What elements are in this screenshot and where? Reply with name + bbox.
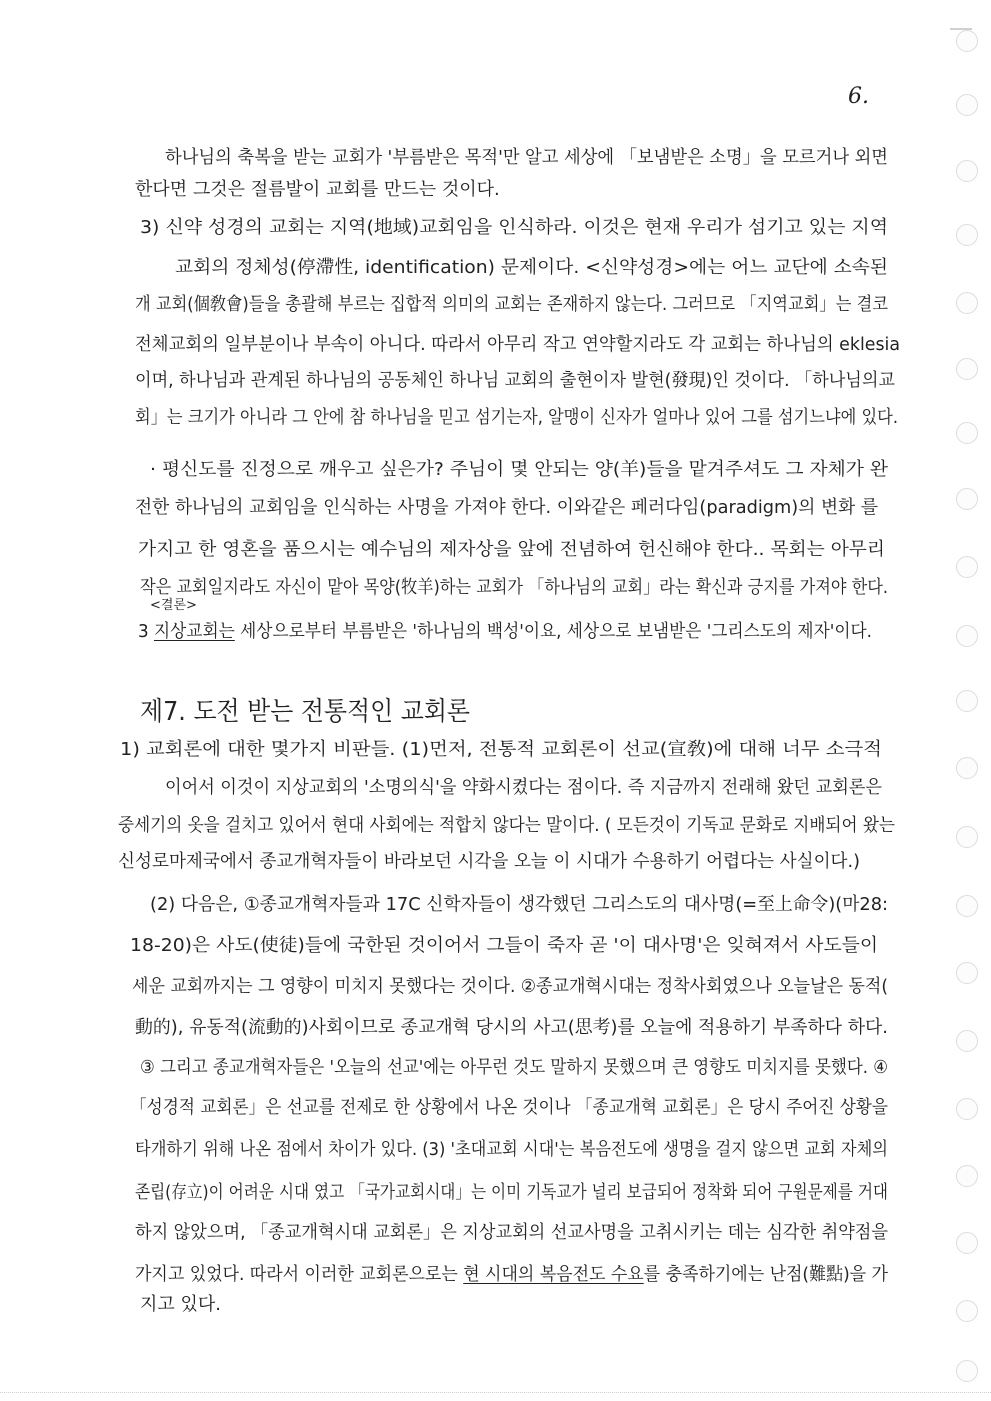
segment: 를 충족하기에는 난점(難點)을 가 <box>643 1264 888 1285</box>
text-line <box>165 774 882 802</box>
text-line <box>135 404 898 432</box>
line-text: 개 교회(個敎會)들을 총괄해 부르는 집합적 의미의 교회는 존재하지 않는다. 그러므로 「지역교회」는 결코 <box>135 294 888 315</box>
binder-hole <box>956 30 978 52</box>
text-line <box>150 456 888 484</box>
underlined-phrase: 현 시대의 복음전도 수요 <box>463 1264 644 1285</box>
conclusion-text: 세상으로부터 부름받은 '하나님의 백성'이요, 세상으로 보냄받은 '그리스도의 제자'이다. <box>234 621 872 642</box>
line-text: 18-20)은 사도(使徒)들에 국한된 것이어서 그들이 죽자 곧 '이 대사명'은 잊혀져서 사도들이 <box>130 935 878 956</box>
line-text: (2) 다음은, ①종교개혁자들과 17C 신학자들이 생각했던 그리스도의 대사명(=至上命令)(마28: <box>150 894 888 915</box>
conclusion-subject: 지상교회는 <box>153 621 235 642</box>
line-text: 존립(存立)이 어려운 시대 였고 「국가교회시대」는 이미 기독교가 널리 보급되어 정착화 되어 구원문제를 거대 <box>135 1182 888 1203</box>
line-text: 「성경적 교회론」은 선교를 전제로 한 상황에서 나온 것이나 「종교개혁 교회론」은 당시 주어진 상황을 <box>130 1097 888 1118</box>
segment: 가지고 있었다. 따라서 이러한 교회론으로는 <box>135 1264 464 1285</box>
text-line <box>118 812 895 840</box>
text-line <box>135 1014 888 1042</box>
conclusion-number: 3 <box>138 621 154 642</box>
binder-hole <box>956 826 978 848</box>
line-text: 신성로마제국에서 종교개혁자들이 바라보던 시각을 오늘 이 시대가 수용하기 어렵다는 사실이다.) <box>118 851 860 872</box>
line-text: 하나님의 축복을 받는 교회가 '부름받은 목적'만 알고 세상에 「보냄받은 소명」을 모르거나 외면 <box>165 147 888 168</box>
text-line <box>135 1136 888 1164</box>
line-text: · 평신도를 진정으로 깨우고 싶은가? 주님이 몇 안되는 양(羊)들을 맡겨주셔도 그 자체가 완 <box>150 459 888 480</box>
binder-hole <box>956 1165 978 1187</box>
line-text <box>135 1261 888 1289</box>
line-text: 전한 하나님의 교회임을 인식하는 사명을 가져야 한다. 이와같은 페러다임(paradigm)의 변화 를 <box>135 497 878 518</box>
binder-hole <box>956 895 978 917</box>
text-line <box>140 214 888 242</box>
line-text: 제7. 도전 받는 전통적인 교회론 <box>140 697 470 727</box>
binder-hole <box>956 422 978 444</box>
text-line <box>135 291 888 319</box>
text-line <box>135 494 878 522</box>
binder-hole <box>956 292 978 314</box>
text-line <box>132 973 888 1001</box>
line-text: 작은 교회일지라도 자신이 맡아 목양(牧羊)하는 교회가 「하나님의 교회」라는 확신과 긍지를 가져야 한다. <box>140 577 888 598</box>
text-line <box>150 891 888 919</box>
text-line <box>140 1054 888 1082</box>
text-line <box>175 254 888 282</box>
text-line <box>135 367 895 395</box>
line-text: 이며, 하나님과 관계된 하나님의 공동체인 하나님 교회의 출현이자 발현(發現)인 것이다. 「하나님의교 <box>135 370 895 391</box>
binder-hole <box>956 488 978 510</box>
line-text: 動的), 유동적(流動的)사회이므로 종교개혁 당시의 사고(思考)를 오늘에 적용하기 부족하다 하다. <box>135 1017 888 1038</box>
conclusion-line <box>138 618 872 646</box>
text-line <box>140 1291 440 1319</box>
line-text: 세운 교회까지는 그 영향이 미치지 못했다는 것이다. ②종교개혁시대는 정착사회였으나 오늘날은 동적( <box>132 976 888 997</box>
text-line <box>140 574 888 602</box>
binder-hole <box>956 757 978 779</box>
binder-hole <box>956 94 978 116</box>
line-text: 교회의 정체성(停滯性, identification) 문제이다. <신약성경>에는 어느 교단에 소속된 <box>175 257 888 278</box>
line-text: ③ 그리고 종교개혁자들은 '오늘의 선교'에는 아무런 것도 말하지 못했으며 큰 영향도 미치지를 못했다. ④ <box>140 1057 888 1078</box>
text-line <box>135 331 900 359</box>
binder-hole <box>956 1300 978 1322</box>
binder-hole <box>956 160 978 182</box>
text-line <box>138 536 885 564</box>
binder-hole <box>956 1360 978 1382</box>
text-line <box>135 176 635 204</box>
binder-hole <box>956 690 978 712</box>
binder-hole <box>956 358 978 380</box>
line-text: 이어서 이것이 지상교회의 '소명의식'을 약화시켰다는 점이다. 즉 지금까지 전래해 왔던 교회론은 <box>165 777 882 798</box>
text-line <box>130 1094 888 1122</box>
line-text: 가지고 한 영혼을 품으시는 예수님의 제자상을 앞에 전념하여 헌신해야 한다.. 목회는 아무리 <box>138 539 885 560</box>
line-text: 1) 교회론에 대한 몇가지 비판들. (1)먼저, 전통적 교회론이 선교(宣敎)에 대해 너무 소극적 <box>120 739 882 760</box>
line-text: 3) 신약 성경의 교회는 지역(地域)교회임을 인식하라. 이것은 현재 우리가 섬기고 있는 지역 <box>140 217 888 238</box>
text-line <box>120 736 882 764</box>
line-text: 지고 있다. <box>140 1294 221 1315</box>
binder-hole <box>956 556 978 578</box>
conclusion-label: <결론> <box>150 598 197 613</box>
scan-edge <box>0 1392 991 1393</box>
binder-hole <box>956 1030 978 1052</box>
line-text: 타개하기 위해 나온 점에서 차이가 있다. (3) '초대교회 시대'는 복음전도에 생명을 걸지 않으면 교회 자체의 <box>135 1139 888 1160</box>
binder-hole <box>956 625 978 647</box>
binder-hole <box>956 224 978 246</box>
text-line <box>165 144 888 172</box>
page-number: 6. <box>848 84 869 109</box>
binder-hole <box>956 1232 978 1254</box>
binder-hole <box>956 962 978 984</box>
chapter-title <box>140 695 470 729</box>
line-text: 한다면 그것은 절름발이 교회를 만드는 것이다. <box>135 179 500 200</box>
binder-hole <box>956 1098 978 1120</box>
line-text <box>138 618 872 646</box>
text-line <box>118 848 860 876</box>
line-text: 하지 않았으며, 「종교개혁시대 교회론」은 지상교회의 선교사명을 고취시키는 데는 심각한 취약점을 <box>135 1222 888 1243</box>
text-line <box>135 1179 888 1207</box>
line-text: 전체교회의 일부분이나 부속이 아니다. 따라서 아무리 작고 연약할지라도 각 교회는 하나님의 eklesia <box>135 334 900 355</box>
line-text: 회」는 크기가 아니라 그 안에 참 하나님을 믿고 섬기는자, 알맹이 신자가 얼마나 있어 그를 섬기느냐에 있다. <box>135 407 898 428</box>
text-line <box>130 932 878 960</box>
text-line <box>135 1219 888 1247</box>
line-text: 중세기의 옷을 걸치고 있어서 현대 사회에는 적합치 않다는 말이다. ( 모든것이 기독교 문화로 지배되어 왔는 <box>118 815 895 836</box>
text-line <box>135 1261 888 1289</box>
